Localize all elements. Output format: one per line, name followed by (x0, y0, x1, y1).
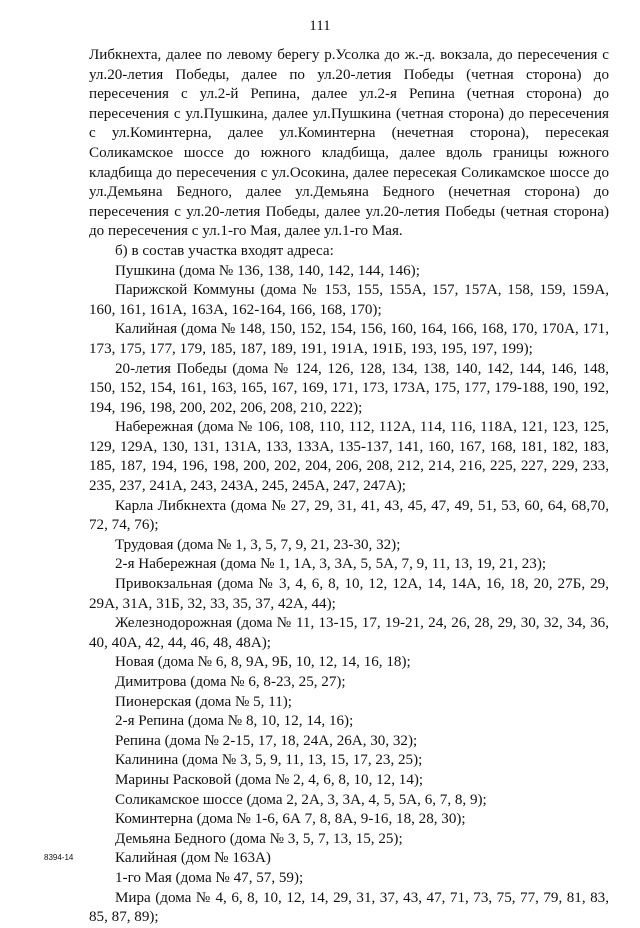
address-item: 2-я Набережная (дома № 1, 1А, 3, 3А, 5, 5А, 7, 9, 11, 13, 19, 21, 23); (115, 556, 547, 573)
address-item: 20-летия Победы (дома № 124, 126, 128, 134, 138, 140, 142, 144, 146, 148, 150, 152, 154, 161, 163, 165, 167, 169, 171, 173, 173А, 175, 177, 179-188, 190, 192, 194, 196, 198, 200, 202, 206, 208, 210, 222); (89, 360, 609, 416)
address-item: Соликамское шоссе (дома 2, 2А, 3, 3А, 4, 5, 5А, 6, 7, 8, 9); (115, 791, 487, 808)
address-item: Трудовая (дома № 1, 3, 5, 7, 9, 21, 23-30, 32); (115, 536, 401, 553)
document-body (89, 46, 609, 928)
address-item: Демьяна Бедного (дома № 3, 5, 7, 13, 15, 25); (115, 830, 403, 847)
section-heading: б) в состав участка входят адреса: (115, 242, 334, 259)
address-item: Мира (дома № 4, 6, 8, 10, 12, 14, 29, 31, 37, 43, 47, 71, 73, 75, 77, 79, 81, 83, 85, 87, 89); (89, 889, 609, 926)
address-item: Привокзальная (дома № 3, 4, 6, 8, 10, 12, 12А, 14, 14А, 16, 18, 20, 27Б, 29, 29А, 31А, 31Б, 32, 33, 35, 37, 42А, 44); (89, 576, 609, 612)
address-item: Репина (дома № 2-15, 17, 18, 24А, 26А, 30, 32); (115, 732, 418, 749)
address-item: Набережная (дома № 106, 108, 110, 112, 112А, 114, 116, 118А, 121, 123, 125, 129, 129А, 130, 131, 131А, 133, 133А, 135-137, 141, 160, 167, 168, 181, 182, 183, 185, 187, 194, 196, 198, 200, 202, 204, 206, 208, 212, 214, 216, 225, 227, 229, 233, 235, 237, 241А, 243, 243А, 245, 245А, 247, 247А); (89, 419, 609, 495)
address-item: Калийная (дома № 148, 150, 152, 154, 156, 160, 164, 166, 168, 170, 170А, 171, 173, 175, 177, 179, 185, 187, 189, 191, 191А, 191Б, 193, 195, 197, 199); (89, 321, 609, 357)
address-item: Новая (дома № 6, 8, 9А, 9Б, 10, 12, 14, 16, 18); (115, 654, 411, 671)
address-item: Пионерская (дома № 5, 11); (115, 693, 292, 710)
address-item: Парижской Коммуны (дома № 153, 155, 155А, 157, 157А, 158, 159, 159А, 160, 161, 161А, 163А, 162-164, 166, 168, 170); (89, 282, 609, 318)
address-item: 2-я Репина (дома № 8, 10, 12, 14, 16); (115, 713, 354, 730)
address-item: Коминтерна (дома № 1-6, 6А 7, 8, 8А, 9-16, 18, 28, 30); (115, 811, 466, 828)
address-item: Карла Либкнехта (дома № 27, 29, 31, 41, 43, 45, 47, 49, 51, 53, 60, 64, 68,70, 72, 74, 76); (89, 497, 609, 534)
address-item: Димитрова (дома № 6, 8-23, 25, 27); (115, 674, 346, 690)
document-code: 8394-14 (44, 853, 74, 862)
address-item: Пушкина (дома № 136, 138, 140, 142, 144, 146); (115, 262, 420, 279)
address-item: Железнодорожная (дома № 11, 13-15, 17, 19-21, 24, 26, 28, 29, 30, 32, 34, 36, 40, 40А, 42, 44, 46, 48, 48А); (89, 615, 609, 651)
address-item: 1-го Мая (дома № 47, 57, 59); (115, 869, 304, 886)
address-item: Калинина (дома № 3, 5, 9, 11, 13, 15, 17, 23, 25); (115, 752, 423, 769)
boundary-description: Либкнехта, далее по левому берегу р.Усолка до ж.-д. вокзала, до пересечения с ул.20-летия Победы, далее по ул.20-летия Победы (четная сторона) до пересечения с ул.2-й Репина, далее ул.2-я Репина (четная сторона) до пересечения с ул.Пушкина, далее ул.Пушкина (четная сторона) до пересечения с ул.Коминтерна, далее ул.Коминтерна (нечетная сторона), пересекая Соликамское шоссе до южного кладбища, далее вдоль границы южного кладбища до пересечения с ул.Осокина, далее пересекая Соликамское шоссе до ул.Демьяна Бедного, далее ул.Демьяна Бедного (нечетная сторона) до пересечения с ул.20-летия Победы, далее ул.20-летия Победы (четная сторона) до пересечения с ул.1-го Мая, далее ул.1-го Мая. (89, 47, 609, 240)
address-item: Марины Расковой (дома № 2, 4, 6, 8, 10, 12, 14); (115, 771, 424, 788)
page-number: 111 (309, 18, 331, 34)
address-item: Калийная (дом № 163А) (115, 850, 271, 867)
